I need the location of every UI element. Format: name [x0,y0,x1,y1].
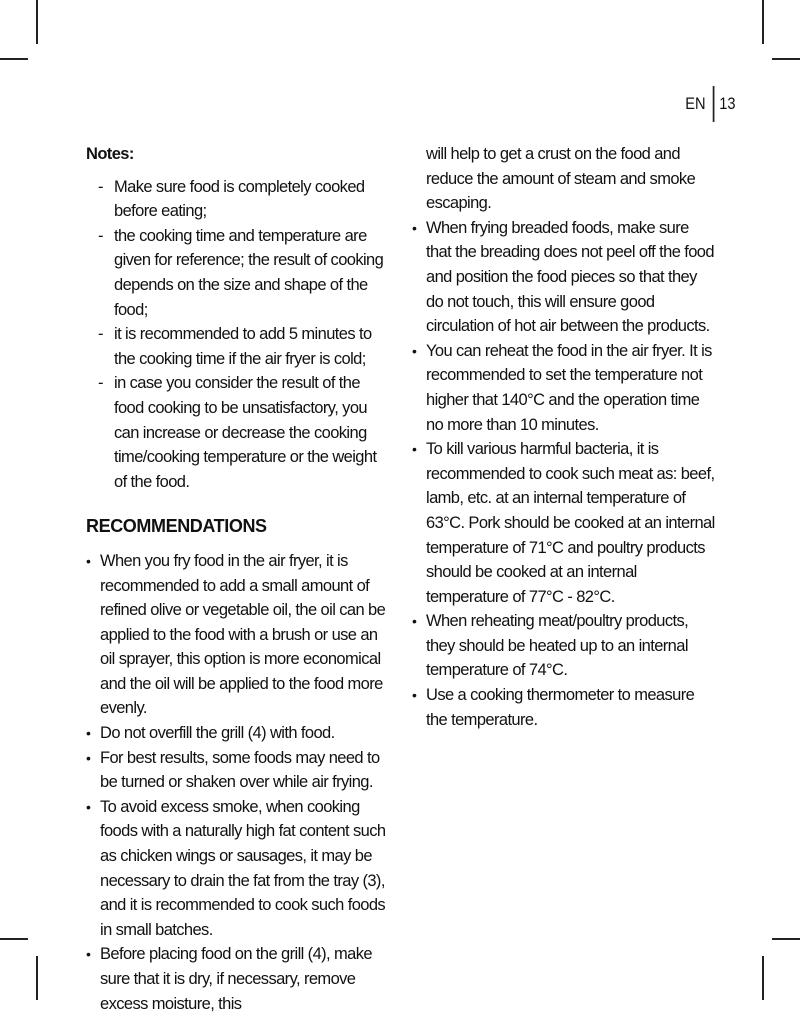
recommendation-item: • Do not overfill the grill (4) with food. [86,721,386,746]
recommendation-item: • When you fry food in the air fryer, it is recommended to add a small amount of refined olive or vegetable oil, the oil can be applied to the food with a brush or use an oil sprayer, this option is more economical and the oil will be applied to the food more evenly. [86,549,386,721]
notes-item: - Make sure food is completely cooked before eating; [86,175,386,224]
recommendation-item: • When frying breaded foods, make sure that the breading does not peel off the food and position the food pieces so that they do not touch, this will ensure good circulation of hot air between the products. [412,216,717,339]
notes-list [86,175,386,495]
recommendation-item-continuation: will help to get a crust on the food and reduce the amount of steam and smoke escaping. [426,145,696,213]
crop-mark-bottom-left-horizontal [0,938,28,940]
recommendation-item: • To kill various harmful bacteria, it is recommended to cook such meat as: beef, lamb, etc. at an internal temperature of 63°C. Pork should be cooked at an internal temperature of 71°C and poultry products should be cooked at an internal temperature of 77°C - 82°C. [412,437,717,609]
recommendations-list-right [412,142,717,732]
recommendations-heading: RECOMMENDATIONS [86,516,267,537]
notes-item: - in case you consider the result of the food cooking to be unsatisfactory, you can increase or decrease the cooking time/cooking temperature or the weight of the food. [86,371,386,494]
notes-title: Notes: [86,145,134,163]
notes-item: - the cooking time and temperature are given for reference; the result of cooking depends on the size and shape of the food; [86,224,386,322]
recommendation-item: • To avoid excess smoke, when cooking foods with a naturally high fat content such as chicken wings or sausages, it may be necessary to drain the fat from the tray (3), and it is recommended to cook such foods in small batches. [86,795,386,943]
crop-mark-bottom-left-vertical [36,956,38,1000]
left-column [86,142,386,1016]
crop-mark-top-right-vertical [762,0,764,44]
page-number: 13 [719,94,736,113]
crop-mark-top-right-horizontal [772,58,800,60]
recommendation-item: • For best results, some foods may need to be turned or shaken over while air frying. [86,746,386,795]
right-column [412,142,717,732]
recommendations-list-left [86,549,386,1016]
recommendation-item: • Before placing food on the grill (4), make sure that it is dry, if necessary, remove excess moisture, this [86,942,386,1016]
crop-mark-bottom-right-vertical [762,956,764,1000]
language-code: EN [685,94,706,113]
crop-mark-top-left-vertical [36,0,38,44]
crop-mark-top-left-horizontal [0,58,28,60]
recommendation-item: • You can reheat the food in the air fryer. It is recommended to set the temperature not higher that 140°C and the operation time no more than 10 minutes. [412,339,717,437]
recommendation-item: • When reheating meat/poultry products, they should be heated up to an internal temperature of 74°C. [412,609,717,683]
notes-item: - it is recommended to add 5 minutes to the cooking time if the air fryer is cold; [86,322,386,371]
header-divider [713,86,715,122]
recommendation-item: • Use a cooking thermometer to measure the temperature. [412,683,717,732]
page-header [686,86,736,122]
crop-mark-bottom-right-horizontal [772,938,800,940]
